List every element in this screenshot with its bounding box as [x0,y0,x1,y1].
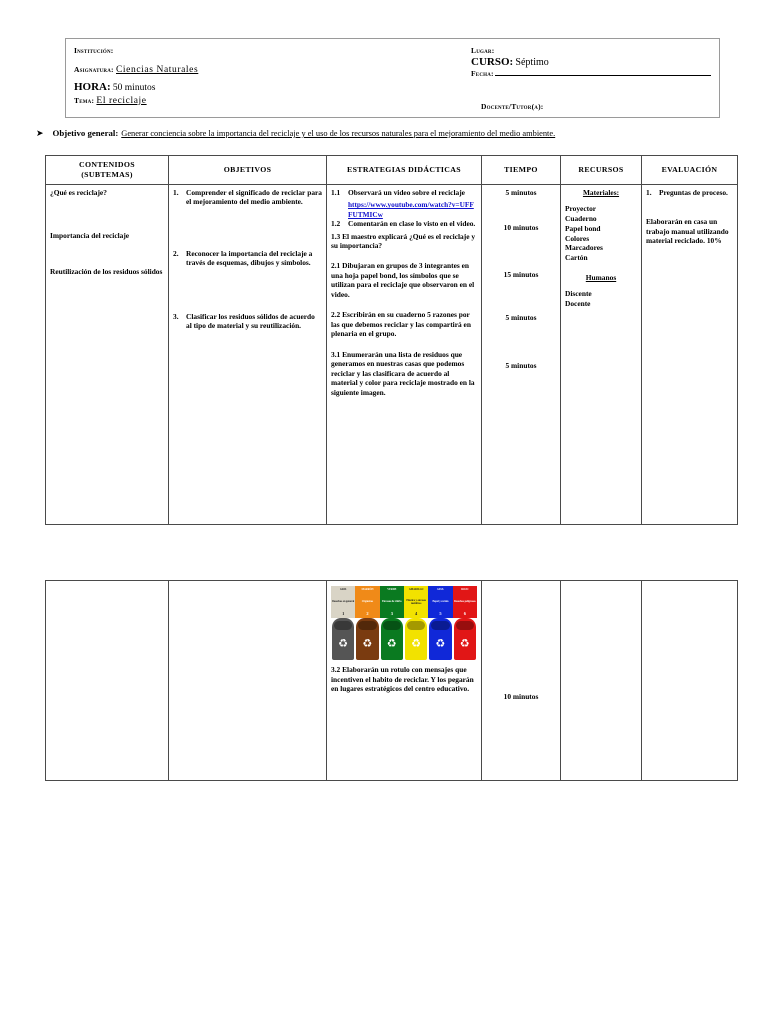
estrategia-text: Dibujaran en grupos de 3 integrantes en una hoja papel bond, los símbolos que se utilizan para el reciclaje que observaron en el video. [331,261,475,299]
spacer [565,263,637,273]
fecha-row [471,69,711,78]
bin-number: 3 [380,610,404,618]
spacer [486,233,556,270]
column-header-objetivos: OBJETIVOS [169,156,327,185]
cell-objetivos-empty [169,581,327,781]
asignatura-value[interactable]: Ciencias Naturales [116,65,199,75]
bin-column [404,618,428,660]
objetivos-list [173,249,322,268]
objetivo-text: Clasificar los residuos sólidos de acuerdo al tipo de material y su reutilización. [186,311,315,331]
tiempo-item: 5 minutos [505,187,537,197]
contenidos-line2: (SUBTEMAS) [81,169,133,179]
spacer [331,342,477,350]
bin-desc: Papel y cartón [428,595,452,610]
objetivo-text: Reconocer la importancia del reciclaje a través de esquemas, dibujos y símbolos. [186,248,313,268]
bin-column [380,618,404,660]
estrategia-text: Observará un video sobre el reciclaje [348,187,465,197]
column-header-contenidos [46,156,169,185]
estrategia-number: 3.2 [331,665,341,674]
material-item: Cartón [565,253,588,263]
bin-desc: Plástico y envases metálicos [404,595,428,610]
materiales-title: Materiales: [582,187,620,197]
estrategia-item [331,219,477,228]
cell-contenidos-empty [46,581,169,781]
material-item: Marcadores [565,243,603,253]
estrategia-text: Comentarán en clase lo visto en el video. [348,219,476,229]
fecha-label: Fecha: [471,69,494,78]
lesson-plan-table-continued [45,580,738,781]
chart-column [453,586,477,618]
recycle-icon: ♻ [386,637,397,650]
lugar-row [471,45,711,55]
recycling-bin-yellow [405,618,427,660]
hora-label: HORA: [74,81,111,93]
bin-lid [456,621,474,630]
cell-tiempo [482,184,561,524]
spacer [173,270,322,312]
bin-color-chart [331,586,477,618]
estrategia-text: Enumerarán una lista de residuos que generamos en nuestras casas que podemos reciclar y las clasificara de acuerdo al material y color para reciclaje mostrado en la siguiente imagen. [331,349,475,397]
cell-estrategias [327,184,482,524]
spacer [173,209,322,249]
estrategia-number: 1.1 [331,187,341,197]
tiempo-item: 5 minutos [505,313,537,323]
cell-objetivos [169,184,327,524]
bin-desc: Desechos en general [331,595,355,610]
spacer [486,279,556,313]
estrategia-item [331,310,477,338]
recycling-bin-blue [429,618,451,660]
estrategia-item [331,232,477,251]
bin-lid [383,621,401,630]
spacer [486,197,556,223]
bin-title: MARRÓN [355,586,379,595]
objetivos-list [173,188,322,207]
recycling-bins-figure [331,586,477,660]
cell-evaluacion [642,184,738,524]
list-item [173,249,322,268]
table-header-row [46,156,738,185]
material-item: Papel bond [565,223,601,233]
list-item [173,188,322,207]
evaluacion-note: Elaborarán en casa un trabajo manual utilizando material reciclado. 10% [646,217,729,246]
estrategia-item [331,350,477,397]
spacer [331,253,477,261]
bin-title: VERDE [380,586,404,595]
contenidos-line1: CONTENIDOS [79,160,135,169]
estrategia-number: 1.2 [331,219,341,229]
bin-column [355,618,379,660]
spacer [486,323,556,361]
chart-column [355,586,379,618]
evaluacion-number: 1. [646,187,652,197]
bin-column [331,618,355,660]
video-link[interactable]: https://www.youtube.com/watch?v=UFFFUTMICw [348,200,474,219]
cell-recursos [561,184,642,524]
bin-column [453,618,477,660]
evaluacion-item: Preguntas de proceso. [659,187,728,197]
hora-value[interactable]: 50 minutos [112,83,156,93]
tema-value[interactable]: El reciclaje [96,96,147,106]
tiempo-item: 15 minutos [503,269,539,279]
lesson-plan-table [45,155,738,525]
estrategia-number: 3.1 [331,349,341,359]
estrategia-item [331,665,477,694]
bin-desc: Envases de vidrio [380,595,404,610]
column-header-recursos: RECURSOS [561,156,642,185]
recycling-bin-gray [332,618,354,660]
table-row [46,184,738,524]
tema-label: Tema: [74,96,95,105]
bin-lid [334,621,352,630]
tiempo-item: 10 minutos [503,692,539,701]
recycle-icon: ♻ [338,637,349,650]
lugar-label: Lugar: [471,46,495,55]
institucion-row [74,45,404,55]
bin-column [428,618,452,660]
header-left-block [74,45,404,106]
bin-number: 6 [453,610,477,618]
hora-row [74,81,404,93]
objetivo-text: Comprender el significado de reciclar para el mejoramiento del medio ambiente. [186,187,322,207]
docente-row [481,101,543,111]
humano-item: Discente [565,289,592,299]
material-item: Cuaderno [565,214,597,224]
recycle-icon: ♻ [411,637,422,650]
bin-title: AMARILLO [404,586,428,595]
curso-row [471,56,711,68]
objetivo-general [36,128,742,139]
bin-desc: Orgánicos [355,595,379,610]
chart-column [380,586,404,618]
list-item [173,312,322,331]
curso-value[interactable]: Séptimo [515,57,549,68]
column-header-tiempo: TIEMPO [482,156,561,185]
bin-title: ROJO [453,586,477,595]
bin-number: 5 [428,610,452,618]
column-header-evaluacion: EVALUACIÓN [642,156,738,185]
objetivos-list [173,312,322,331]
estrategia-item [331,261,477,299]
humanos-title: Humanos [585,273,617,282]
contenido-item: Importancia del reciclaje [50,231,130,241]
bin-title: GRIS [331,586,355,595]
tema-row [74,95,404,106]
bin-number: 2 [355,610,379,618]
estrategia-item [331,188,477,197]
spacer [50,241,164,267]
chart-column [331,586,355,618]
table-row [46,581,738,781]
tiempo-item: 5 minutos [505,360,537,370]
material-item: Colores [565,233,590,243]
recycling-bin-brown [356,618,378,660]
objetivo-general-label: Objetivo general: [52,128,119,138]
cell-contenidos [46,184,169,524]
estrategia-number: 2.2 [331,310,341,320]
evaluacion-list [646,188,733,197]
bin-lid [407,621,425,630]
bin-title: AZUL [428,586,452,595]
bin-desc: Desechos peligrosos [453,595,477,610]
cell-evaluacion-empty [642,581,738,781]
recycle-icon: ♻ [435,637,446,650]
spacer [331,302,477,310]
chart-column [404,586,428,618]
chart-column [428,586,452,618]
docente-label: Docente/Tutor(a): [481,102,544,111]
bin-number: 4 [404,610,428,618]
list-item [646,188,733,197]
bin-illustrations [331,618,477,660]
cell-recursos-empty [561,581,642,781]
objetivo-number: 1. [173,187,179,197]
tiempo-item: 10 minutos [503,223,539,233]
estrategia-number: 2.1 [331,261,341,271]
fecha-input-rule[interactable] [495,75,711,76]
recycling-bin-green [381,618,403,660]
bin-lid [358,621,376,630]
material-item: Proyector [565,204,597,214]
spacer [50,197,164,231]
estrategia-text: Elaborarán un rotulo con mensajes que incentiven el habito de reciclar. Y los pegarán en lugares estratégicos del centro educativo. [331,665,474,694]
cell-estrategias-figure [327,581,482,781]
objetivo-number: 3. [173,311,179,321]
lesson-plan-header [65,38,720,118]
bin-lid [431,621,449,630]
institucion-label: Institución: [74,46,114,55]
recycle-icon: ♻ [362,637,373,650]
column-header-estrategias: ESTRATEGIAS DIDÁCTICAS [327,156,482,185]
estrategia-text: El maestro explicará ¿Qué es el reciclaje y su importancia? [331,231,476,250]
header-right-block [471,45,711,111]
contenido-item: ¿Qué es reciclaje? [50,187,107,197]
bin-number: 1 [331,610,355,618]
contenido-item: Reutilización de los residuos sólidos [50,266,163,276]
arrow-bullet-icon: ➤ [36,129,44,139]
objetivo-number: 2. [173,248,179,258]
estrategia-number: 1.3 [331,231,341,241]
recycling-bin-red [454,618,476,660]
estrategia-text: Escribirán en su cuaderno 5 razones por las que debemos reciclar y las compartirá en plenaria en el grupo. [331,310,471,339]
asignatura-row [74,64,404,75]
curso-label: CURSO: [471,56,514,68]
asignatura-label: Asignatura: [74,65,114,74]
humano-item: Docente [565,299,591,309]
objetivo-general-text: Generar conciencia sobre la importancia del reciclaje y el uso de los recursos naturales para el mejoramiento del medio ambiente. [121,129,556,138]
recycle-icon: ♻ [459,637,470,650]
cell-tiempo [482,581,561,781]
